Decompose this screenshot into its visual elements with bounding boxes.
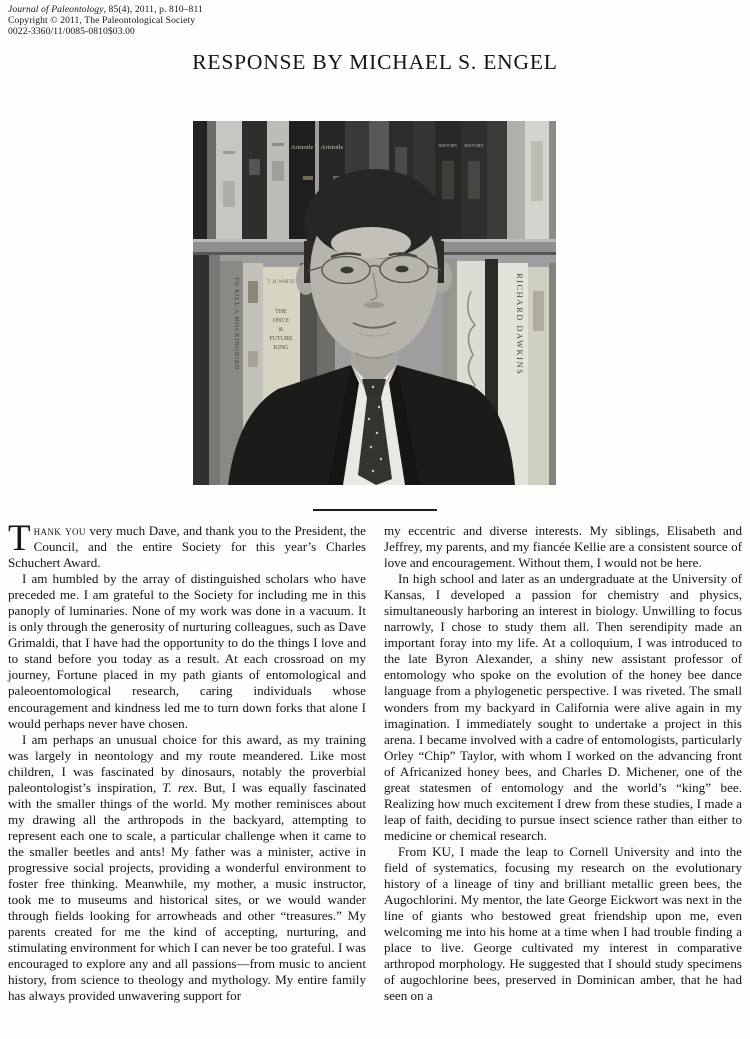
book-spine-history-1: HISTORY xyxy=(438,143,458,148)
text-run: From KU, I made the leap to Cornell University and into the field of systematics, focusing my research on the evolutionary history of a lineage of tiny and brilliant metallic green bees, the Augochlorini. My mentor, the late George Eickwort was next in the line of giants who bestowed great friendship upon me, even welcoming me into his home at a time when I had trouble finding a place to live. George cultivated my interest in comparative arthropod morphology. He suggested that I should study specimens of augochlorine bees, preserved in Dominican amber, that he had seen on a xyxy=(384,843,742,1004)
article-title: RESPONSE BY MICHAEL S. ENGEL xyxy=(192,50,558,74)
paragraph xyxy=(8,518,366,571)
paragraph xyxy=(384,844,742,1004)
book-spine-dawkins: RICHARD DAWKINS xyxy=(515,273,525,376)
book-spine-aristotle-1: Aristotle xyxy=(290,144,314,151)
photo-divider-rule xyxy=(313,509,437,511)
copyright-line: Copyright © 2011, The Paleontological Society xyxy=(8,15,196,26)
journal-header xyxy=(8,4,203,37)
text-run: my eccentric and diverse interests. My siblings, Elisabeth and Jeffrey, my parents, and my fiancée Kellie are a consistent source of love and encouragement. Without them, I would not be here. xyxy=(384,523,742,571)
text-run: I am humbled by the array of distinguished scholars who have preceded me. I am grateful to the Society for including me in this panoply of luminaries. None of my work was done in a vacuum. It is only through the generosity of nurturing colleagues, such as Dave Grimaldi, that I have had the opportunity to do the things I love and to stand before you today as a result. At each crossroad on my journey, Fortune placed in my path giants of entomological and paleoentomological research, caring individuals whose encouragement and kindness led me to turn down forks that alone I would perhaps never have chosen. xyxy=(8,571,366,731)
paragraph xyxy=(384,523,742,571)
drop-cap-letter: T xyxy=(8,518,31,559)
journal-citation-line xyxy=(8,4,203,15)
text-run: T. rex xyxy=(162,779,195,795)
text-run: In high school and later as an undergraduate at the University of Kansas, I developed a passion for chemistry and physics, simultaneously harboring an interest in biology. Unwilling to focus narrowly, I chose to study them all. Then serendipity made an important foray into my life. At a colloquium, I was introduced to the late Byron Alexander, a shiny new assistant professor of entomology who spoke on the evolution of the honey bee dance language from a phylogenetic perspective. I was riveted. The small wonders from my backyard in California were alive again in my imagination. I immediately sought to undertake a project in this arena. I became involved with a cadre of entomologists, particularly Orley “Chip” Taylor, with whom I worked on the advancing front of Africanized honey bees, and Charles D. Michener, one of the great statesmen of entomology and the world’s “king” bee. Realizing how much excitement I drew from these studies, I made a leap of faith, deciding to pursue insect science rather than either to medicine or chemical research. xyxy=(384,571,742,843)
text-run: very much Dave, and thank you to the President, the Council, and the entire Society for this year’s Charles Schuchert Award. xyxy=(8,523,366,571)
text-run: I am perhaps an unusual choice for this award, as my training was largely in neontology and my route meandered. Like most children, I was fascinated by dinosaurs, notably the proverbial paleontologist’s inspiration, xyxy=(8,731,366,795)
book-spine-history-2: HISTORY xyxy=(464,143,484,148)
book-spine-white-author: T. H. WHITE xyxy=(267,280,295,285)
paragraph xyxy=(8,571,366,731)
text-run: , 85(4), 2011, p. 810–811 xyxy=(103,4,203,15)
paragraph xyxy=(8,732,366,1005)
text-column-left xyxy=(8,518,367,1004)
paragraph xyxy=(384,571,742,844)
text-run: . But, I was equally fascinated with the smaller things of the world. My mother reminisces about my drawing all the arthropods in the backyard, attempting to represent each one to scale, a particular challenge when it came to the smaller beetles and ants! My father was a minister, active in progressive social projects, providing a wonderful environment to foster free thinking. Meanwhile, my mother, a music instructor, took me to museums and historical sites, or we would wander through fields looking for arrowheads and other “treasures.” My parents created for me the kind of accepting, nurturing, and stimulating environment for which I can never be too grateful. I was encouraged to explore any and all passions—from music to ancient history, from science to theology and mythology. My entire family has always provided unwavering support for xyxy=(8,779,367,1004)
text-column-right xyxy=(384,523,742,1004)
right-eye xyxy=(396,266,409,273)
book-spine-once-future-king: THE ONCE & FUTURE KING xyxy=(269,309,293,351)
text-run: Journal of Paleontology xyxy=(8,4,104,15)
book-spine-mockingbird: TO KILL A MOCKINGBIRD xyxy=(233,277,239,371)
portrait-photo xyxy=(193,121,556,485)
portrait-photo-illustration xyxy=(193,121,556,485)
issn-line: 0022-3360/11/0085-0810$03.00 xyxy=(8,26,135,37)
text-run: hank you xyxy=(33,523,86,538)
book-spine-aristotle-2: Aristotle xyxy=(320,144,344,151)
left-eye xyxy=(341,267,354,274)
